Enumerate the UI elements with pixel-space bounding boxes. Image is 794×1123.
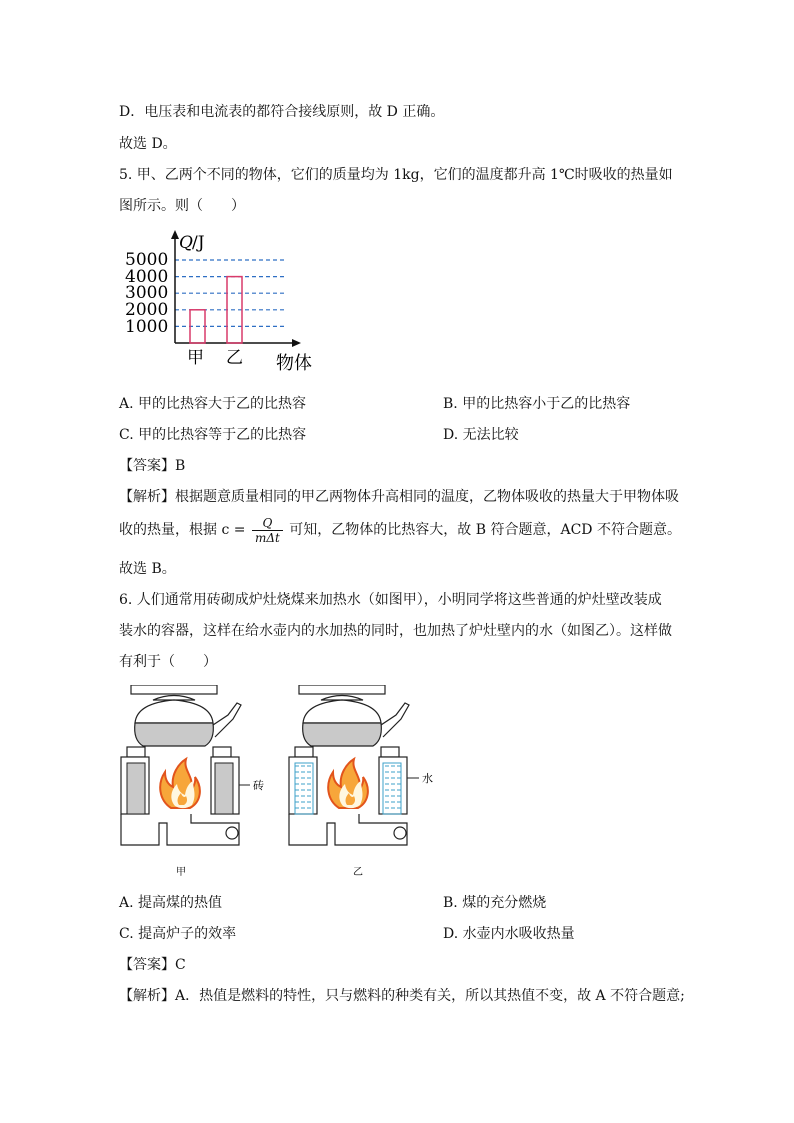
- answer-label: 【答案】C: [119, 957, 186, 973]
- x-axis-arrow: [292, 339, 301, 347]
- bar-chart: [120, 228, 330, 378]
- category-label-yi: 乙: [226, 348, 243, 368]
- y-tick-labels: [125, 250, 168, 337]
- y-axis-label-unit: /J: [192, 233, 205, 253]
- question-5-text: 5. 甲、乙两个不同的物体，它们的质量均为 1kg，它们的温度都升高 1℃时吸收的热量如: [119, 167, 673, 183]
- option-c[interactable]: C. 提高炉子的效率: [119, 926, 237, 942]
- analysis-formula-line: [119, 515, 681, 545]
- chart-grid: [175, 260, 285, 326]
- text-line: D．电压表和电流表的都符合接线原则，故 D 正确。: [119, 104, 445, 120]
- option-a[interactable]: A. 甲的比热容大于乙的比热容: [119, 396, 307, 412]
- option-a[interactable]: A. 提高煤的热值: [119, 895, 223, 911]
- specific-heat-fraction: [252, 516, 283, 545]
- answer-label: 【答案】B: [119, 458, 186, 474]
- option-b[interactable]: B. 煤的充分燃烧: [443, 895, 547, 911]
- stove-jia: [121, 685, 264, 878]
- option-d[interactable]: D. 水壶内水吸收热量: [443, 926, 575, 942]
- water-label: 水: [422, 772, 433, 785]
- option-b[interactable]: B. 甲的比热容小于乙的比热容: [443, 396, 631, 412]
- y-tick-label: 1000: [125, 317, 169, 337]
- category-label-jia: 甲: [187, 348, 204, 368]
- fraction-numerator: Q: [262, 515, 273, 530]
- y-tick-label: 2000: [125, 300, 169, 320]
- stove-figure: [115, 685, 445, 880]
- text-line: 故选 B。: [119, 561, 176, 577]
- question-6-text: 6. 人们通常用砖砌成炉灶烧煤来加热水（如图甲），小明同学将这些普通的炉灶壁改装成: [119, 592, 662, 608]
- option-d[interactable]: D. 无法比较: [443, 427, 519, 443]
- analysis-text: 收的热量，根据 c =: [119, 522, 246, 538]
- x-axis-label: 物体: [276, 353, 312, 374]
- y-tick-label: 5000: [125, 250, 169, 270]
- stove-yi: [289, 685, 433, 878]
- analysis-text: 【解析】A．热值是燃料的特性，只与燃料的种类有关，所以其热值不变，故 A 不符合题意;: [119, 988, 685, 1004]
- question-6-text: 装水的容器，这样在给水壶内的水加热的同时，也加热了炉灶壁内的水（如图乙）。这样做: [119, 623, 672, 639]
- question-5-text: 图所示。则（ ）: [119, 198, 245, 214]
- text-line: 故选 D。: [119, 136, 177, 152]
- y-tick-label: 3000: [125, 283, 169, 303]
- y-axis-arrow: [171, 230, 179, 239]
- analysis-text: 可知，乙物体的比热容大，故 B 符合题意，ACD 不符合题意。: [289, 522, 681, 538]
- option-c[interactable]: C. 甲的比热容等于乙的比热容: [119, 427, 307, 443]
- fraction-denominator: mΔt: [252, 530, 283, 545]
- y-axis-label-q: Q: [179, 233, 193, 253]
- brick-label: 砖: [253, 779, 264, 792]
- question-6-text: 有利于（ ）: [119, 654, 217, 670]
- figure-caption-yi: 乙: [353, 867, 363, 878]
- figure-caption-jia: 甲: [176, 867, 186, 878]
- analysis-text: 【解析】根据题意质量相同的甲乙两物体升高相同的温度，乙物体吸收的热量大于甲物体吸: [119, 489, 679, 505]
- y-tick-label: 4000: [125, 267, 169, 287]
